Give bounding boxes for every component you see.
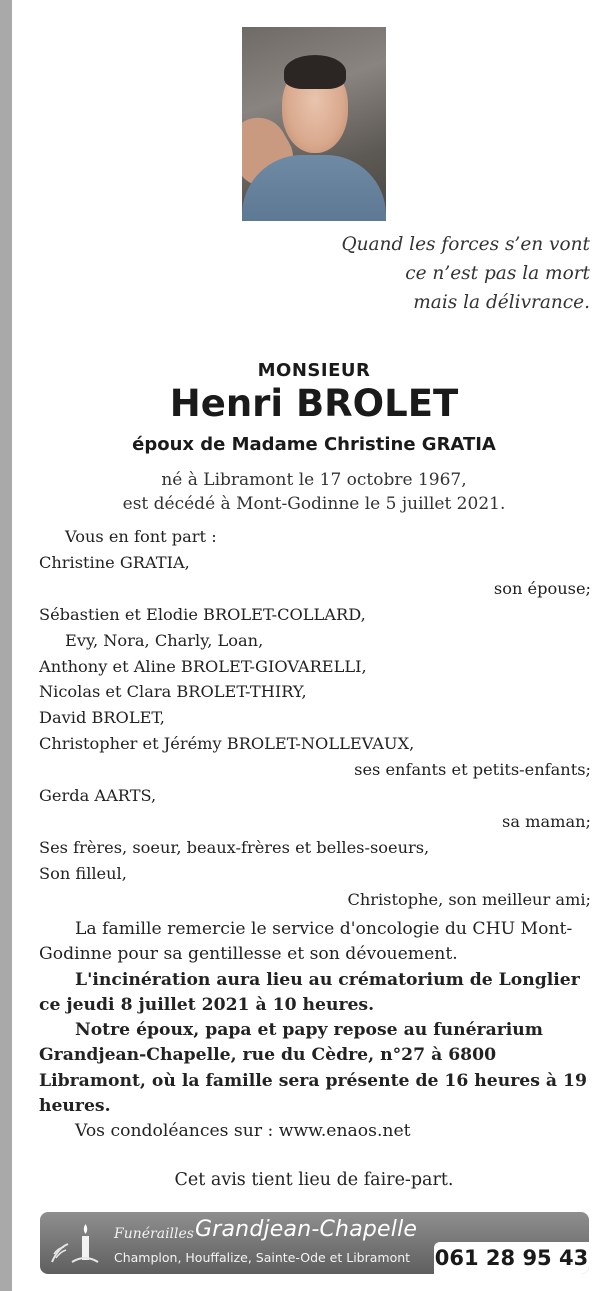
incineration-paragraph: [39, 968, 591, 1019]
portrait-photo: [242, 27, 386, 221]
brand-prefix: Funérailles: [114, 1226, 194, 1242]
candle-wheat-icon: [48, 1218, 104, 1268]
family-list: [39, 524, 591, 913]
list-item: sa maman;: [502, 811, 591, 831]
quote-line: mais la délivrance.: [413, 292, 590, 313]
condolences-paragraph: [39, 1119, 591, 1144]
brand-locations: Champlon, Houffalize, Sainte-Ode et Libramont: [114, 1250, 411, 1265]
incineration-text: L'incinération aura lieu au crématorium de Longlier ce jeudi 8 juillet 2021 à 10 heures.: [39, 969, 580, 1015]
thanks-text: La famille remercie le service d'oncologie du CHU Mont-Godinne pour sa gentillesse et son dévouement.: [39, 919, 573, 965]
memorial-quote: [270, 230, 590, 317]
family-intro: Vous en font part :: [65, 527, 217, 546]
list-item: Son filleul,: [39, 863, 127, 883]
left-border-bar: [0, 0, 12, 1291]
quote-line: ce n’est pas la mort: [405, 263, 590, 284]
funeral-home-banner: [40, 1212, 589, 1274]
list-item: Christine GRATIA,: [39, 552, 190, 572]
list-item: Christopher et Jérémy BROLET-NOLLEVAUX,: [39, 734, 415, 754]
list-item: Christophe, son meilleur ami;: [347, 889, 591, 909]
rest-paragraph: [39, 1018, 591, 1119]
list-item: Nicolas et Clara BROLET-THIRY,: [39, 682, 307, 702]
rest-text: Notre époux, papa et papy repose au funérarium Grandjean-Chapelle, rue du Cèdre, n°27 à 6800 Libramont, où la famille sera présente de 16 heures à 19 heures.: [39, 1020, 587, 1117]
list-item: Ses frères, soeur, beaux-frères et belles-soeurs,: [39, 837, 430, 857]
spouse-line: époux de Madame Christine GRATIA: [132, 434, 496, 455]
list-item: Anthony et Aline BROLET-GIOVARELLI,: [39, 656, 367, 676]
quote-line: Quand les forces s’en vont: [341, 234, 590, 255]
birth-death-info: [12, 468, 616, 516]
list-item: Gerda AARTS,: [39, 786, 157, 806]
phone-number: 061 28 95 43: [434, 1242, 589, 1274]
death-line: est décédé à Mont-Godinne le 5 juillet 2021.: [122, 494, 506, 514]
thanks-paragraph: [39, 917, 591, 968]
list-item: son épouse;: [493, 578, 591, 598]
list-item: David BROLET,: [39, 708, 165, 728]
brand-name: Grandjean-Chapelle: [195, 1217, 418, 1242]
birth-line: né à Libramont le 17 octobre 1967,: [161, 470, 467, 490]
closing-note: Cet avis tient lieu de faire-part.: [174, 1170, 454, 1190]
list-item: Sébastien et Elodie BROLET-COLLARD,: [39, 604, 366, 624]
details-section: [39, 917, 591, 1145]
list-item: Evy, Nora, Charly, Loan,: [65, 630, 264, 650]
condolences-text: Vos condoléances sur : www.enaos.net: [75, 1121, 411, 1142]
list-item: ses enfants et petits-enfants;: [354, 760, 591, 780]
honorific-title: MONSIEUR: [257, 360, 371, 381]
deceased-name: Henri BROLET: [169, 382, 459, 425]
